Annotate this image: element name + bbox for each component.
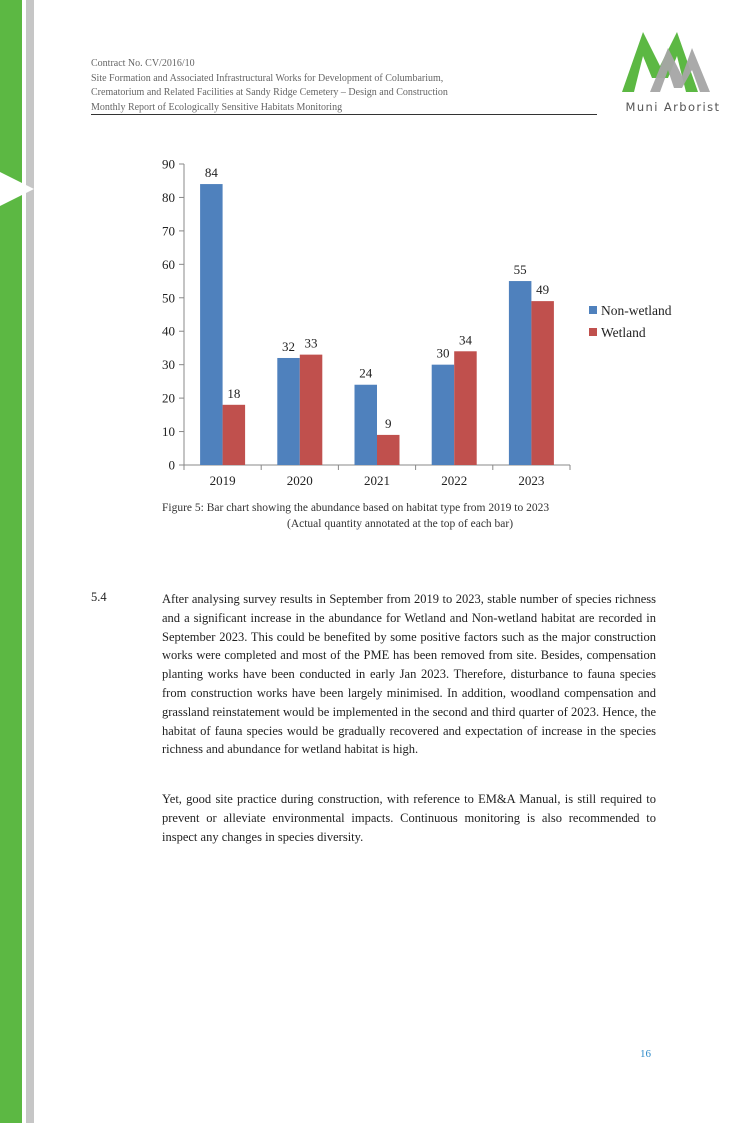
data-label: 24 — [359, 365, 373, 381]
bar-non-wetland — [509, 281, 532, 465]
legend-swatch — [589, 306, 597, 314]
page-number: 16 — [640, 1048, 651, 1060]
y-tick-label: 90 — [162, 156, 175, 172]
bar-non-wetland — [200, 184, 223, 465]
data-label: 9 — [385, 415, 392, 431]
bar-wetland — [223, 405, 246, 465]
header-divider — [91, 114, 597, 115]
legend-label: Wetland — [601, 325, 646, 340]
y-tick-label: 70 — [162, 223, 175, 239]
y-tick-label: 40 — [162, 323, 175, 339]
data-label: 49 — [536, 282, 550, 298]
y-tick-label: 50 — [162, 290, 175, 306]
figure-caption — [150, 501, 580, 532]
x-tick-label: 2019 — [209, 473, 236, 488]
y-tick-label: 0 — [168, 457, 175, 473]
bar-wetland — [300, 355, 323, 465]
project-title-line-1: Site Formation and Associated Infrastructural Works for Development of Columbarium, — [91, 72, 444, 84]
data-label: 18 — [227, 385, 241, 401]
data-label: 33 — [304, 335, 318, 351]
data-label: 32 — [282, 338, 296, 354]
sidebar-grey-stripe — [26, 0, 34, 1123]
data-label: 34 — [458, 332, 472, 348]
y-tick-label: 80 — [162, 189, 175, 205]
paragraph-1: After analysing survey results in September from 2019 to 2023, stable number of species richness and a significant increase in the abundance for Wetland and Non-wetland habitat are recorded in September 2023. This could be benefited by some positive factors such as the major construction works were completed and most of the PME has been removed from site. Besides, compensation planting works have been conducted in early Jan 2023. Therefore, disturbance to fauna species from construction works have been largely minimised. In addition, woodland compensation and grassland reinstatement would be implemented in the second and third quarter of 2023. Hence, the habitat of fauna species would be gradually recovered and expectation of increase in the species richness and abundance for wetland habitat is high. — [162, 592, 656, 757]
x-tick-label: 2020 — [286, 473, 313, 488]
x-tick-label: 2021 — [364, 473, 390, 488]
y-tick-label: 60 — [162, 256, 175, 272]
data-label: 84 — [204, 165, 218, 181]
document-header — [91, 57, 596, 115]
contract-number: Contract No. CV/2016/10 — [91, 58, 195, 69]
bar-wetland — [531, 301, 554, 465]
y-tick-label: 30 — [162, 357, 175, 373]
legend-swatch — [589, 328, 597, 336]
y-tick-label: 10 — [162, 424, 175, 440]
legend-label: Non-wetland — [601, 303, 672, 318]
y-tick-label: 20 — [162, 390, 175, 406]
x-tick-label: 2022 — [441, 473, 468, 488]
bar-non-wetland — [355, 385, 378, 465]
data-label: 30 — [436, 345, 450, 361]
project-title-line-2: Crematorium and Related Facilities at Sandy Ridge Cemetery – Design and Construction — [91, 87, 448, 99]
paragraph-2: Yet, good site practice during construction, with reference to EM&A Manual, is still required to prevent or alleviate environmental impacts. Continuous monitoring is also recommended to inspect any changes in species diversity. — [162, 792, 656, 844]
bar-non-wetland — [277, 358, 300, 465]
caption-line-2: (Actual quantity annotated at the top of each bar) — [287, 517, 514, 530]
abundance-bar-chart — [150, 150, 690, 495]
section-number: 5.4 — [91, 590, 107, 604]
bar-wetland — [377, 435, 400, 465]
caption-line-1: Figure 5: Bar chart showing the abundance based on habitat type from 2019 to 2023 — [162, 502, 550, 514]
bar-non-wetland — [432, 365, 455, 465]
sidebar-green-stripe — [0, 0, 22, 1123]
company-logo — [620, 26, 726, 118]
data-label: 55 — [513, 262, 527, 278]
report-title: Monthly Report of Ecologically Sensitive Habitats Monitoring — [91, 101, 343, 113]
x-tick-label: 2023 — [518, 473, 545, 488]
logo-wordmark: Muni Arborist — [625, 100, 721, 114]
muni-arborist-logo-icon — [620, 26, 726, 98]
bar-wetland — [454, 351, 477, 465]
sidebar-arrow-notch — [0, 172, 34, 206]
